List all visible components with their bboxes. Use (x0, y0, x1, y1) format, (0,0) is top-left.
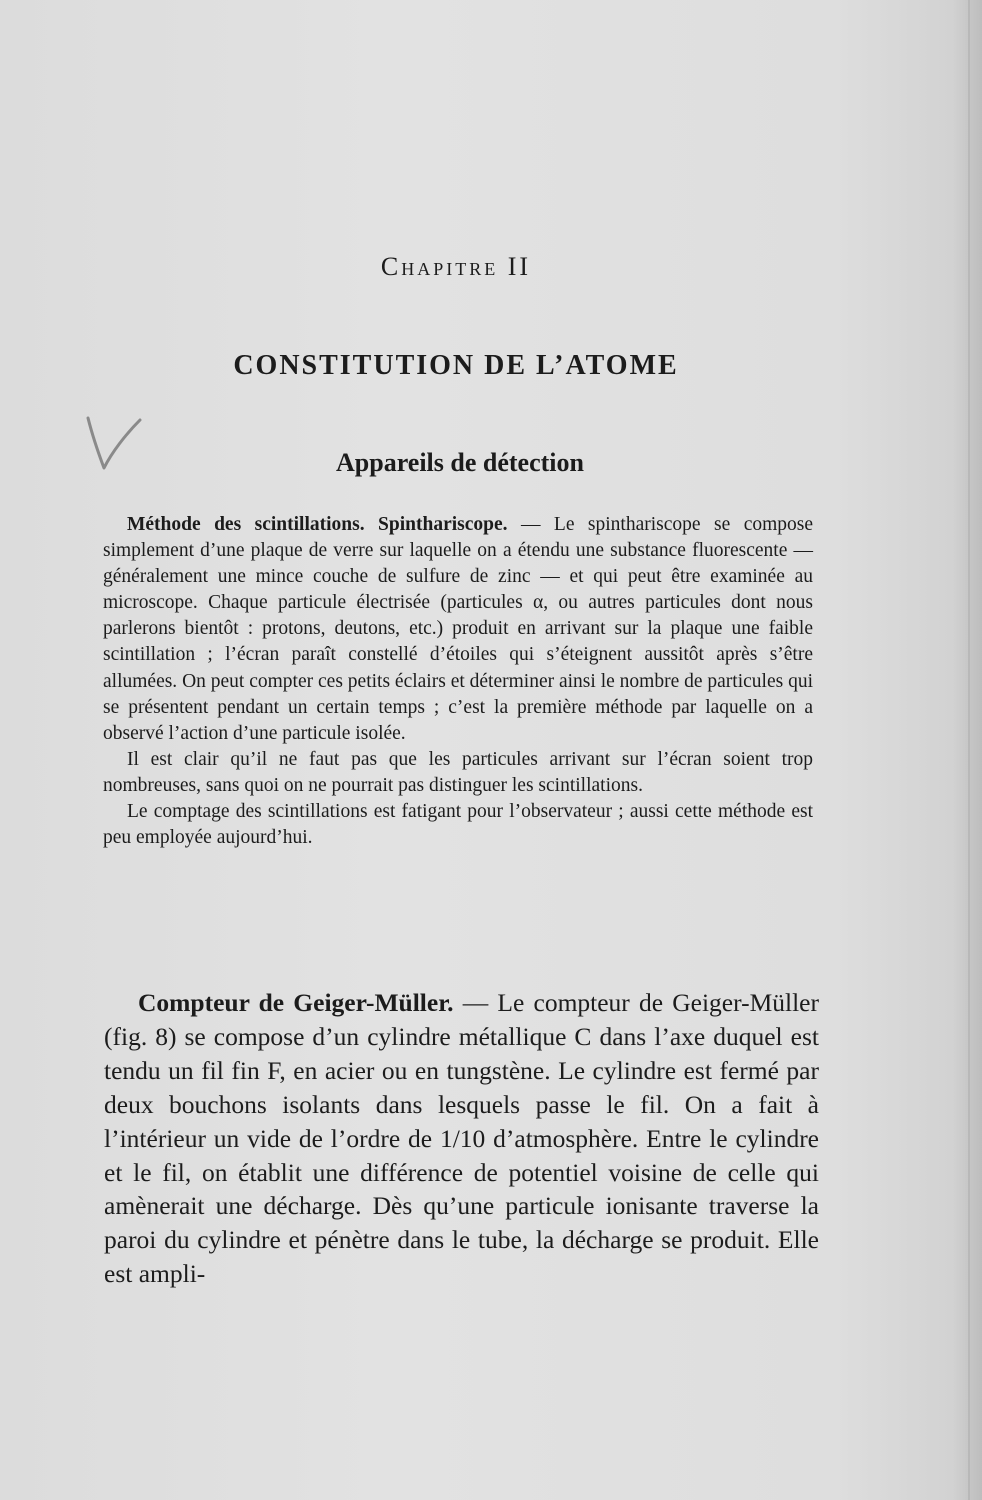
chapter-title: CONSTITUTION DE L’ATOME (233, 350, 679, 381)
paragraph: Il est clair qu’il ne faut pas que les particules arrivant sur l’écran soient trop nombreuses, sans quoi on ne pourrait pas distinguer les scintillations. (103, 748, 813, 796)
paragraph (104, 986, 819, 1291)
runin-heading: Compteur de Geiger-Müller. (138, 988, 454, 1017)
section-heading: Appareils de détection (336, 448, 584, 477)
large-text-block (104, 986, 819, 1291)
paragraph-text: — Le compteur de Geiger-Müller (fig. 8) se compose d’un cylindre métallique C dans l’axe duquel est tendu un fil fin F, en acier ou en tungstène. Le cylindre est fermé par deux bouchons isolants dans lesquels passe le fil. On a fait à l’intérieur un vide de l’ordre de 1/10 d’atmosphère. Entre le cylindre et le fil, on établit une différence de potentiel voisine de celle qui amènerait une décharge. Dès qu’une particule ionisante traverse la paroi du cylindre et pénètre dans le tube, la décharge se produit. Elle est ampli- (104, 988, 819, 1289)
paragraph (103, 512, 813, 747)
page-edge (968, 0, 970, 1500)
small-text-block (103, 512, 813, 851)
chapter-heading: Chapitre II (380, 252, 532, 281)
runin-heading: Méthode des scintillations. Spinthariscope. (127, 514, 508, 535)
paragraph-text: — Le spinthariscope se compose simplement d’une plaque de verre sur laquelle on a étendu une substance fluorescente — généralement une mince couche de sulfure de zinc — et qui peut être examinée au microscope. Chaque particule électrisée (particules α, ou autres particules dont nous parlerons bientôt : protons, deutons, etc.) produit en arrivant sur la plaque une faible scintillation ; l’écran paraît constellé d’étoiles qui s’éteignent aussitôt après s’être allumées. On peut compter ces petits éclairs et déterminer ainsi le nombre de particules qui se présentent pendant un certain temps ; c’est la première méthode par laquelle on a observé l’action d’une particule isolée. (103, 514, 814, 744)
paragraph: Le comptage des scintillations est fatigant pour l’observateur ; aussi cette méthode est peu employée aujourd’hui. (103, 801, 813, 849)
